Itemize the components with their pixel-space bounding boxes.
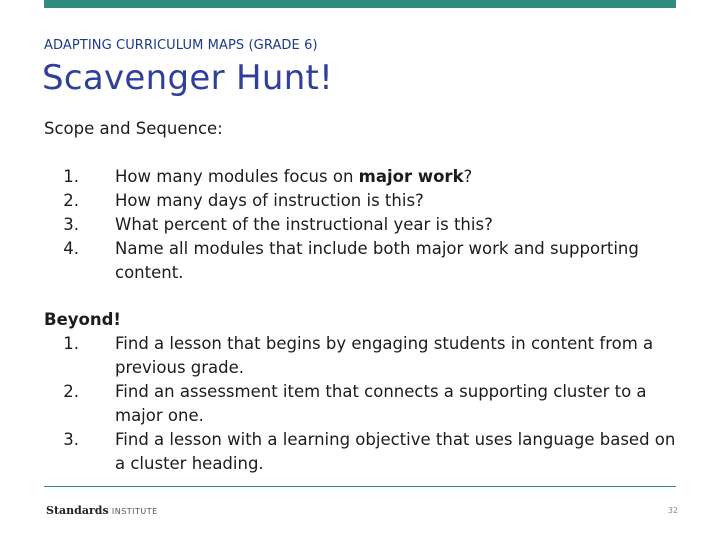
list-item xyxy=(43,213,643,237)
list-item-number: 1. xyxy=(63,334,79,353)
list-item xyxy=(43,189,643,213)
list-item-number: 2. xyxy=(63,382,79,401)
list-item-text: ? xyxy=(463,167,473,186)
list-item-text: What percent of the instructional year is this? xyxy=(115,215,493,234)
list-item xyxy=(43,380,677,428)
list-item xyxy=(43,428,677,476)
list-item-number: 3. xyxy=(63,215,79,234)
slide-title: Scavenger Hunt! xyxy=(42,58,334,98)
list-item-number: 3. xyxy=(63,430,79,449)
standards-institute-logo xyxy=(46,504,158,517)
list-item xyxy=(43,332,677,380)
list-item-number: 1. xyxy=(63,167,79,186)
slide-kicker: ADAPTING CURRICULUM MAPS (GRADE 6) xyxy=(44,38,318,53)
scope-question-list xyxy=(43,165,643,285)
list-item xyxy=(43,237,643,285)
scope-section-label: Scope and Sequence: xyxy=(44,119,223,138)
logo-wordmark-bold: Standards xyxy=(46,504,109,517)
list-item-text: Find a lesson that begins by engaging students in content from a previous grade. xyxy=(115,334,654,377)
list-item-number: 2. xyxy=(63,191,79,210)
beyond-question-list xyxy=(43,332,677,476)
list-item-emphasis: major work xyxy=(358,167,464,186)
logo-wordmark-light: INSTITUTE xyxy=(111,507,158,516)
beyond-section-label: Beyond! xyxy=(44,310,121,329)
top-accent-bar xyxy=(44,0,676,8)
list-item-text: Name all modules that include both major work and supporting content. xyxy=(115,239,639,282)
list-item-text: How many modules focus on xyxy=(115,167,359,186)
list-item-text: Find a lesson with a learning objective that uses language based on a cluster heading. xyxy=(115,430,676,473)
footer-divider xyxy=(44,486,676,487)
list-item-text: How many days of instruction is this? xyxy=(115,191,424,210)
list-item-text: Find an assessment item that connects a supporting cluster to a major one. xyxy=(115,382,647,425)
list-item xyxy=(43,165,643,189)
page-number: 32 xyxy=(667,506,678,515)
list-item-number: 4. xyxy=(63,239,79,258)
